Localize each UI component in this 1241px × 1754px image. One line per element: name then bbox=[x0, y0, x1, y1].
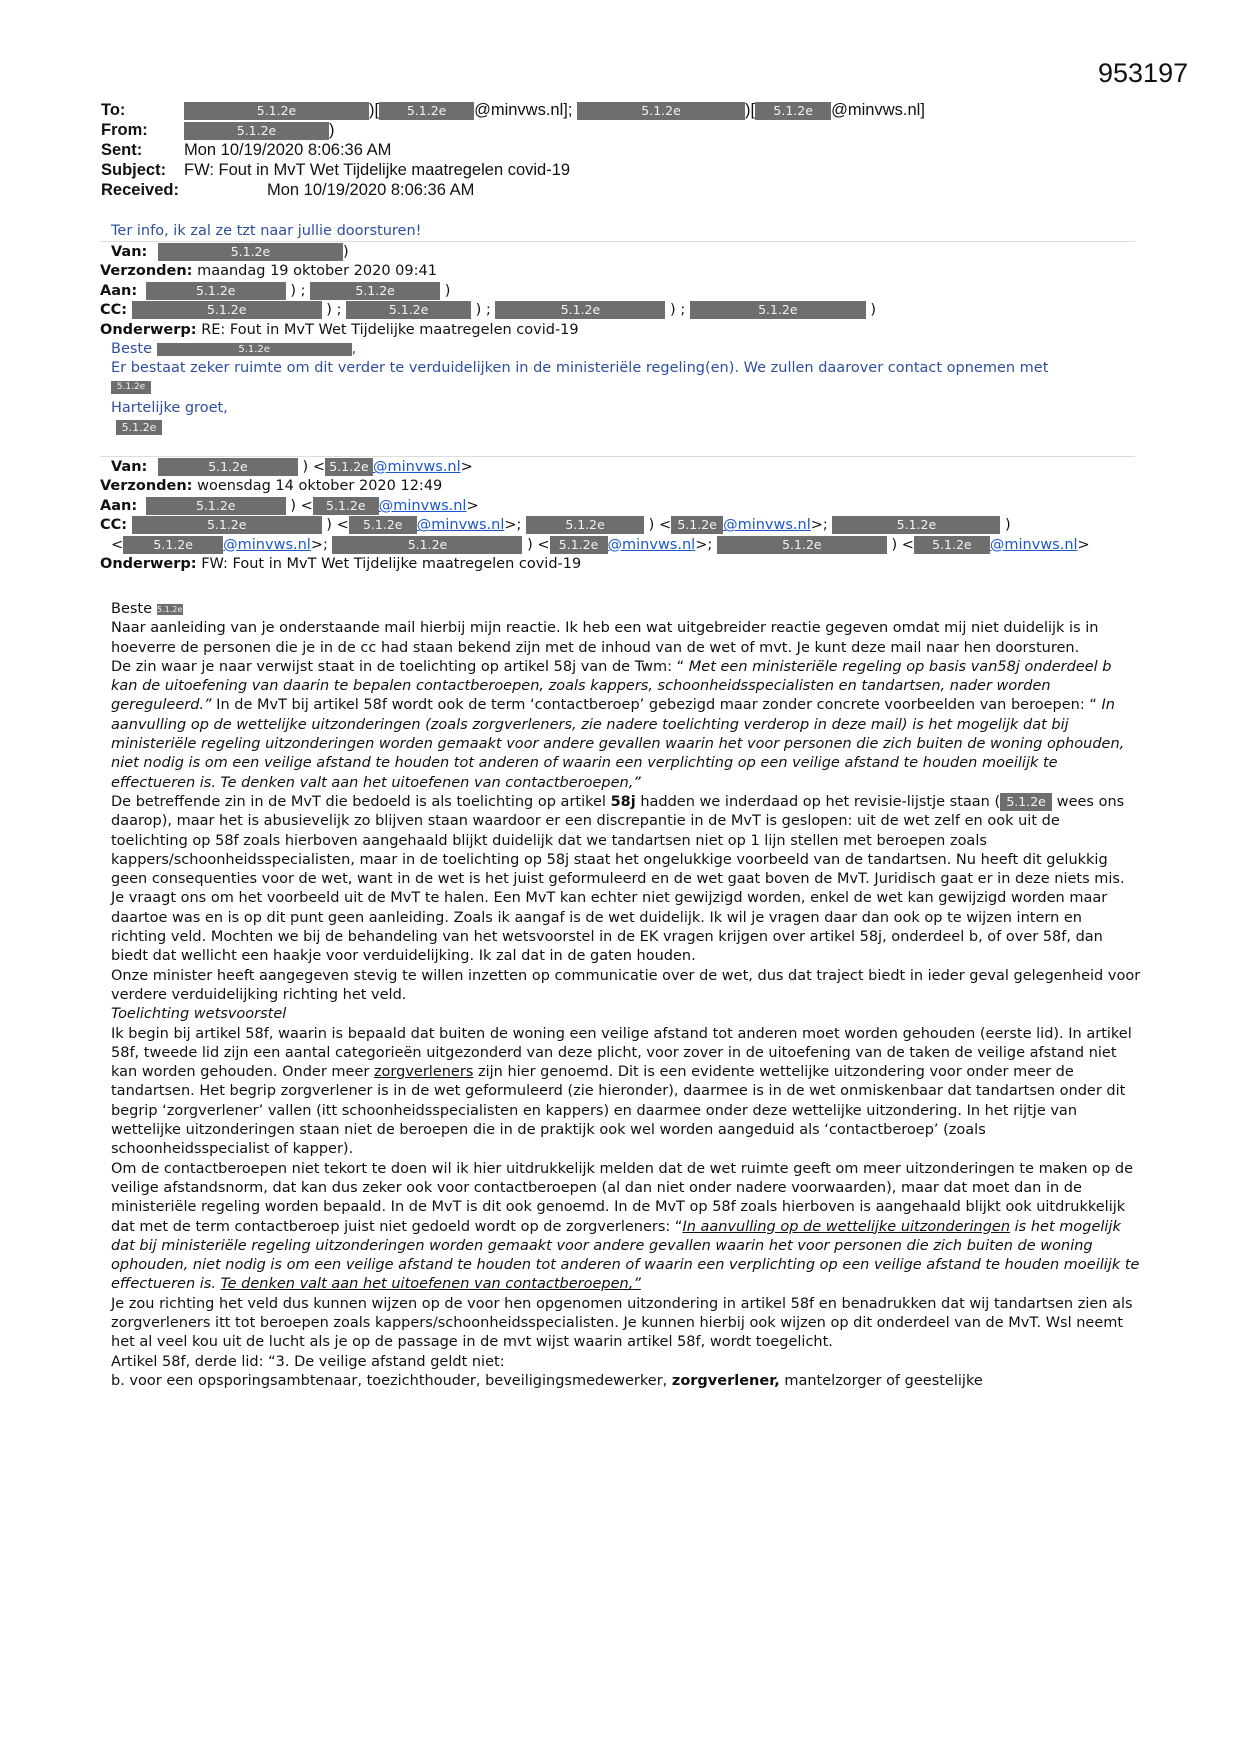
van-label: Van: bbox=[111, 459, 148, 475]
redaction-block: 5.1.2e bbox=[577, 102, 745, 120]
paragraph: Naar aanleiding van je onderstaande mail hierbij mijn reactie. Ik heb een wat uitgebreider reactie gegeven omdat mij niet duidelijk is in hoeverre de personen die je in de cc had staan bekend zijn met de inhoud van de wet of mvt. Je kunt deze mail naar hen doorsturen. bbox=[111, 620, 1099, 656]
sent-value: Mon 10/19/2020 8:06:36 AM bbox=[184, 141, 392, 159]
paragraph: Onze minister heeft aangegeven stevig te willen inzetten op communicatie over de wet, dus dat traject biedt in ieder geval gelegenheid voor verdere verduidelijking richting het veld. bbox=[111, 967, 1141, 1003]
paragraph: De betreffende zin in de MvT die bedoeld is als toelichting op artikel 58j hadden we inderdaad op het revisie-lijstje staan ( 5.1.2e wees ons daarop), maar het is abusievelijk zo blijven staan waardoor er een discrepantie in de MvT is geslopen: uit de wet zelf en ook uit de toelichting op 58f zoals hierboven aangehaald blijkt duidelijk dat we tandartsen niet op 1 lijn stellen met beroepen zoals kappers/schoonheidsspecialisten, maar in de toelichting op 58j staat het ongelukkige voorbeeld van de tandartsen. Nu heeft dit gelukkig geen consequenties voor de wet, want in de wet is het juist geformuleerd en de wet gaat boven de MvT. Juridisch gaat er in deze niets mis. bbox=[111, 793, 1125, 888]
redaction-block: 5.1.2e bbox=[184, 122, 329, 140]
divider bbox=[100, 456, 1135, 457]
redaction-block: 5.1.2e bbox=[832, 516, 1000, 534]
redaction-block: 5.1.2e bbox=[379, 102, 474, 120]
greeting: Beste bbox=[111, 341, 153, 358]
verzonden-value: maandag 19 oktober 2020 09:41 bbox=[197, 263, 437, 280]
onderwerp-label: Onderwerp: bbox=[100, 556, 197, 573]
redaction-block: 5.1.2e bbox=[349, 516, 417, 534]
email-link[interactable]: @minvws.nl bbox=[372, 459, 461, 475]
section-heading: Toelichting wetsvoorstel bbox=[111, 1006, 287, 1023]
redaction-block: 5.1.2e bbox=[146, 497, 286, 515]
redaction-block: 5.1.2e bbox=[332, 536, 522, 554]
redaction-block: 5.1.2e bbox=[526, 516, 644, 534]
redaction-block: 5.1.2e bbox=[755, 102, 831, 120]
van-label: Van: bbox=[111, 244, 148, 260]
verzonden-label: Verzonden: bbox=[100, 478, 193, 495]
paragraph: Artikel 58f, derde lid: “3. De veilige afstand geldt niet: bbox=[111, 1353, 505, 1370]
email-domain: @minvws.nl bbox=[831, 101, 921, 119]
email-link[interactable]: @minvws.nl bbox=[223, 536, 311, 553]
email-domain: @minvws.nl bbox=[474, 101, 564, 119]
redaction-block: 5.1.2e bbox=[158, 243, 343, 261]
paragraph: De zin waar je naar verwijst staat in de toelichting op artikel 58j van de Twm: “ Met een ministeriële regeling op basis van58j onderdeel b kan de uitoefening van daarin te bepalen contactberoepen, zoals kappers, schoonheidsspecialisten en tandartsen, nader worden gereguleerd.” In de MvT bij artikel 58f wordt ook de term ‘contactberoep’ gebezigd maar zonder concrete voorbeelden van beroepen: “ In aanvulling op de wettelijke uitzonderingen (zoals zorgverleners, zie nadere toelichting verderop in deze mail) is het mogelijk dat bij ministeriële regeling uitzonderingen worden gemaakt voor andere gevallen waarin het voor personen die zich buiten de woning ophouden, niet nodig is om een veilige afstand te houden tot anderen of waarin een verplichting op een veilige afstand te houden moeilijk te effectueren is. Te denken valt aan het uitoefenen van contactberoepen,” bbox=[111, 658, 1125, 791]
message-body bbox=[111, 600, 1141, 1391]
document-id: 953197 bbox=[1098, 58, 1189, 88]
redaction-block: 5.1.2e bbox=[313, 497, 379, 515]
redaction-block: 5.1.2e bbox=[184, 102, 369, 120]
paragraph: Om de contactberoepen niet tekort te doen wil ik hier uitdrukkelijk melden dat de wet ruimte geeft om meer uitzonderingen te maken op de veilige afstandsnorm, dat kan dus zeker ook voor contactberoepen (al dan niet onder nadere voorwaarden), maar dat moet dan in de ministeriële regeling worden bepaald. In de MvT is dit ook genoemd. In de MvT op 58f zoals hierboven is aangehaald blijkt ook uitdrukkelijk dat met de term contactberoep juist niet gedoeld wordt op de zorgverleners: “In aanvulling op de wettelijke uitzonderingen is het mogelijk dat bij ministeriële regeling uitzonderingen worden gemaakt voor andere gevallen waarin het voor personen die zich buiten de woning ophouden, niet nodig is om een veilige afstand te houden tot anderen of waarin een verplichting op een veilige afstand te houden moeilijk te effectueren is. Te denken valt aan het uitoefenen van contactberoepen,” bbox=[111, 1160, 1140, 1293]
redaction-block: 5.1.2e bbox=[325, 458, 373, 476]
redaction-block: 5.1.2e bbox=[146, 282, 286, 300]
email-link[interactable]: @minvws.nl bbox=[416, 517, 505, 534]
cc-label: CC: bbox=[100, 302, 128, 319]
message1-line1: Er bestaat zeker ruimte om dit verder te verduidelijken in de ministeriële regeling(en). We zullen daarover contact opnemen met bbox=[111, 360, 1049, 377]
aan-label: Aan: bbox=[100, 497, 138, 514]
to-label: To: bbox=[101, 101, 126, 119]
forward-note: Ter info, ik zal ze tzt naar jullie doorsturen! bbox=[111, 223, 422, 239]
email-link[interactable]: @minvws.nl bbox=[378, 497, 467, 514]
redaction-block: 5.1.2e bbox=[111, 381, 151, 394]
redaction-block: 5.1.2e bbox=[310, 282, 440, 300]
paragraph: b. voor een opsporingsambtenaar, toezichthouder, beveiligingsmedewerker, zorgverlener, mantelzorger of geestelijke bbox=[111, 1372, 983, 1389]
redaction-block: 5.1.2e bbox=[1000, 793, 1052, 811]
from-label: From: bbox=[101, 121, 148, 139]
redaction-block: 5.1.2e bbox=[132, 516, 322, 534]
closing: Hartelijke groet, bbox=[111, 399, 228, 416]
divider bbox=[100, 241, 1135, 242]
greeting: Beste bbox=[111, 601, 153, 617]
onderwerp-value: RE: Fout in MvT Wet Tijdelijke maatregelen covid-19 bbox=[201, 321, 579, 338]
redaction-block: 5.1.2e bbox=[914, 536, 990, 554]
sent-label: Sent: bbox=[101, 141, 143, 159]
paragraph: Ik begin bij artikel 58f, waarin is bepaald dat buiten de woning een veilige afstand tot anderen moet worden gehouden (eerste lid). In artikel 58f, tweede lid zijn een aantal categorieën uitgezonderd van deze plicht, voor zover in de uitoefening van de taken de veilige afstand niet kan worden gehouden. Onder meer zorgverleners zijn hier genoemd. Dit is een evidente wettelijke uitzondering voor onder meer de tandartsen. Het begrip zorgverlener is in de wet geformuleerd (zie hieronder), daarmee is in de wet onmiskenbaar dat tandartsen onder dit begrip ‘zorgverlener’ vallen (itt schoonheidsspecialisten en kappers) en daarmee onder deze wettelijke uitzondering. In het rijtje van wettelijke uitzonderingen staan niet de beroepen die in de praktijk ook wel worden aangeduid als ‘contactberoep’ (zoals schoonheidsspecialist of kapper). bbox=[111, 1025, 1132, 1158]
redaction-block: 5.1.2e bbox=[550, 536, 608, 554]
aan-label: Aan: bbox=[100, 282, 138, 299]
redaction-block: 5.1.2e bbox=[157, 343, 352, 356]
greeting-line bbox=[111, 600, 1141, 619]
paragraph: Je vraagt ons om het voorbeeld uit de MvT te halen. Een MvT kan echter niet gewijzigd worden, enkel de wet kan gewijzigd worden maar daartoe was en is op dit punt geen aanleiding. Zoals ik aangaf is de wet duidelijk. Ik wil je vragen daar dan ook op te wijzen intern en richting veld. Mochten we bij de behandeling van het wetsvoorstel in de EK vragen krijgen over artikel 58j, onderdeel b, of over 58f, dan biedt dat wellicht een haakje voor verduidelijking. Ik zal dat in de gaten houden. bbox=[111, 890, 1108, 965]
redaction-block: 5.1.2e bbox=[158, 458, 298, 476]
subject-value: FW: Fout in MvT Wet Tijdelijke maatregelen covid-19 bbox=[184, 161, 571, 179]
received-label: Received: bbox=[101, 181, 179, 199]
redaction-block: 5.1.2e bbox=[690, 301, 866, 319]
paragraph: Je zou richting het veld dus kunnen wijzen op de voor hen opgenomen uitzondering in artikel 58f en benadrukken dat wij tandartsen zien als zorgverleners itt tot beroepen zoals kappers/schoonheidsspecialisten. Je kunnen hierbij ook wijzen op dit onderdeel van de MvT. Wsl neemt het al veel kou uit de lucht als je op de passage in de mvt wijst waarin artikel 58f, wordt toegelicht. bbox=[111, 1295, 1133, 1351]
redaction-block: 5.1.2e bbox=[346, 301, 471, 319]
message1-header: Van: 5.1.2e ) Verzonden: maandag 19 oktober 2020 09:41 Aan: 5.1.2e ) ; 5.1.2e ) CC: 5.1.2e ) ; 5.1.2e ) ; 5.1.2e ) ; 5.1.2e ) Onderwerp: RE: Fout in MvT Wet Tijdelijke maatregelen covid-19 Beste 5.1.2e , Er bestaat zeker ruimte om dit verder te verduidelijken in de ministeriële regeling(en). We zullen daarover contact opnemen met 5.1.2e Hartelijke groet, 5.1.2e bbox=[100, 243, 1145, 438]
message2-header: Van: 5.1.2e ) < 5.1.2e @minvws.nl> Verzonden: woensdag 14 oktober 2020 12:49 Aan: 5.1.2e ) < 5.1.2e @minvws.nl> CC: 5.1.2e ) < 5.1.2e @minvws.nl>; 5.1.2e ) < 5.1.2e @minvws.nl>; 5.1.2e ) < 5.1.2e @minvws.nl>; 5.1.2e ) < 5.1.2e @minvws.nl>; 5.1.2e ) < 5.1.2e @minvws.nl> Onderwerp: FW: Fout in MvT Wet Tijdelijke maatregelen covid-19 bbox=[100, 459, 1090, 573]
redaction-block: 5.1.2e bbox=[671, 516, 723, 534]
redaction-block: 5.1.2e bbox=[116, 420, 162, 435]
redaction-block: 5.1.2e bbox=[157, 604, 183, 614]
email-link[interactable]: @minvws.nl bbox=[989, 536, 1078, 553]
subject-label: Subject: bbox=[101, 161, 167, 179]
received-value: Mon 10/19/2020 8:06:36 AM bbox=[267, 181, 475, 199]
verzonden-label: Verzonden: bbox=[100, 263, 193, 280]
email-link[interactable]: @minvws.nl bbox=[607, 536, 696, 553]
redaction-block: 5.1.2e bbox=[495, 301, 665, 319]
redaction-block: 5.1.2e bbox=[717, 536, 887, 554]
onderwerp-label: Onderwerp: bbox=[100, 321, 197, 338]
redaction-block: 5.1.2e bbox=[132, 301, 322, 319]
email-link[interactable]: @minvws.nl bbox=[723, 517, 811, 534]
onderwerp-value: FW: Fout in MvT Wet Tijdelijke maatregelen covid-19 bbox=[201, 556, 582, 573]
cc-label: CC: bbox=[100, 517, 128, 534]
verzonden-value: woensdag 14 oktober 2020 12:49 bbox=[197, 478, 443, 495]
redaction-block: 5.1.2e bbox=[123, 536, 223, 554]
